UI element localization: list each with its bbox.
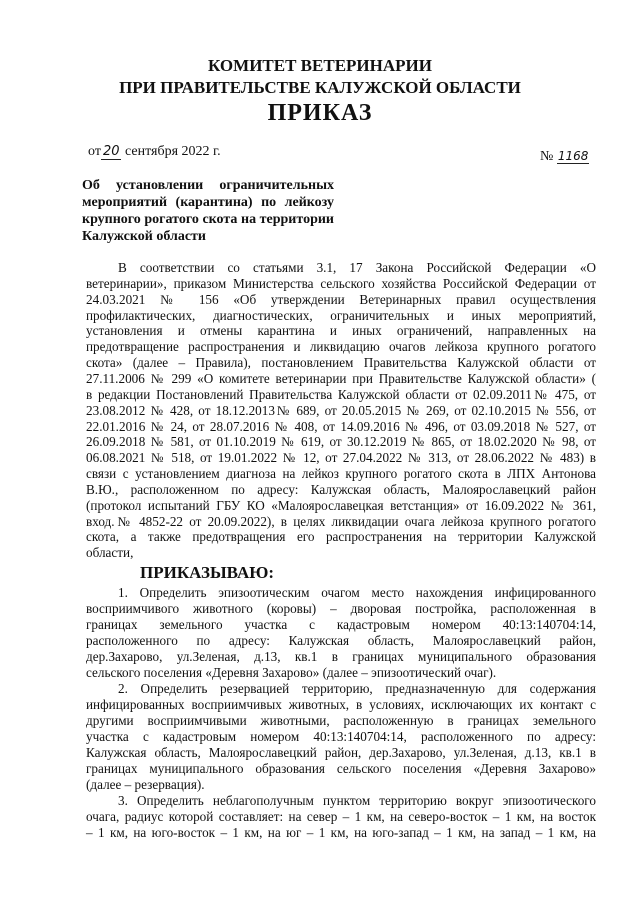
document-title: ПРИКАЗ xyxy=(267,100,373,126)
preamble-line: предотвращение распространения и ликвидацию очагов лейкоза крупного рогатого xyxy=(86,339,596,355)
order-line: (далее – резервация). xyxy=(86,777,205,792)
order-line: расположенного по адресу: Калужская область, Малоярославецкий район, xyxy=(86,633,596,648)
preamble-line: В.Ю., расположенном по адресу: Калужская область, Малоярославецкий район xyxy=(86,481,596,497)
order-line: дер.Захарово, ул.Зеленая, д.13, кв.1 в границах муниципального образования xyxy=(86,649,596,664)
preamble-line: в редакции Постановлений Правительства Калужской области от 02.09.2011№ 475, от xyxy=(86,386,596,402)
preamble-line: ветеринарии», приказом Министерства сельского хозяйства Российской Федерации от xyxy=(86,275,596,291)
subject-line: Калужской области xyxy=(82,229,206,244)
preamble-line: профилактических, диагностических, ограничительных и иных мероприятий, xyxy=(86,307,596,323)
preamble-line: (протокол испытаний ГБУ КО «Малоярославецкая ветстанция» от 16.09.2022 № 361, xyxy=(86,497,596,513)
date-day: 20 xyxy=(102,144,120,159)
subject-line: мероприятий (карантина) по лейкозу xyxy=(82,195,334,210)
document-number xyxy=(540,149,589,165)
order-line: границах муниципального образования сельского поселения «Деревня Захарово» xyxy=(86,761,596,776)
preamble-line: В соответствии со статьями 3.1, 17 Закона Российской Федерации «О xyxy=(118,260,596,275)
order-line: 1. Определить эпизоотическим очагом место нахождения инфицированного xyxy=(118,585,596,600)
order-line: – 1 км, на юго-восток – 1 км, на юг – 1 км, на юго-запад – 1 км, на запад – 1 км, на xyxy=(86,825,596,840)
order-line: 3. Определить неблагополучным пунктом территорию вокруг эпизоотического xyxy=(118,793,596,808)
preamble-line: скота» (далее – Правила), постановлением Правительства Калужской области от xyxy=(86,355,596,371)
preamble-line: скота, а также предотвращения его распространения на территории Калужской xyxy=(86,529,596,545)
date-prefix: от xyxy=(88,144,101,159)
subject-line: крупного рогатого скота на территории xyxy=(82,212,334,227)
preamble-line: 22.01.2016 № 24, от 28.07.2016 № 408, от 14.09.2016 № 496, от 03.09.2018 № 527, от xyxy=(86,418,596,434)
preamble-line: 26.09.2018 № 581, от 01.10.2019 № 619, от 30.12.2019 № 865, от 18.02.2020 № 98, от xyxy=(86,434,596,450)
order-heading: ПРИКАЗЫВАЮ: xyxy=(140,563,275,582)
order-line: восприимчивого животного (коровы) – дворовая постройка, расположенная в xyxy=(86,601,596,616)
order-line: границах земельного участка с кадастровым номером 40:13:140704:14, xyxy=(86,617,596,632)
date-month-year: сентября 2022 г. xyxy=(124,144,221,159)
preamble-line: 24.03.2021 № 156 «Об утверждении Ветеринарных правил осуществления xyxy=(86,291,596,307)
committee-name: КОМИТЕТ ВЕТЕРИНАРИИ xyxy=(208,56,432,75)
order-line: 2. Определить резервацией территорию, предназначенную для содержания xyxy=(118,681,596,696)
preamble-line: вход.№ 4852-22 от 20.09.2022), в целях ликвидации очага лейкоза крупного рогатого xyxy=(86,513,596,529)
number-value: 1168 xyxy=(557,149,589,163)
document-date xyxy=(88,144,221,160)
preamble-line: 23.08.2012 № 428, от 18.12.2013№ 689, от 20.05.2015 № 269, от 02.10.2015 № 556, от xyxy=(86,402,596,418)
order-line: участка с кадастровым номером 40:13:140704:14, расположенного по адресу: xyxy=(86,729,596,744)
order-line: другими восприимчивыми животными, расположенную в границах земельного xyxy=(86,713,596,728)
order-line: очага, радиус которой составляет: на север – 1 км, на северо-восток – 1 км, на восток xyxy=(86,809,596,824)
preamble-line: установления и отмены карантина и иных ограничений, направленных на xyxy=(86,323,596,339)
number-prefix: № xyxy=(540,149,554,164)
subject-line: Об установлении ограничительных xyxy=(82,178,334,193)
preamble-line: области, xyxy=(86,545,134,561)
document-subject xyxy=(82,177,334,245)
order-line: инфицированных восприимчивых животных, в условиях, исключающих их контакт с xyxy=(86,697,596,712)
order-line: сельского поселения «Деревня Захарово» (далее – эпизоотический очаг). xyxy=(86,665,497,680)
order-line: Калужская область, Малоярославецкий район, дер.Захарово, ул.Зеленая, д.13, кв.1 в xyxy=(86,745,596,760)
committee-affiliation: ПРИ ПРАВИТЕЛЬСТВЕ КАЛУЖСКОЙ ОБЛАСТИ xyxy=(119,78,521,97)
preamble-line: 27.11.2006 № 299 «О комитете ветеринарии при Правительстве Калужской области» ( xyxy=(86,370,596,386)
preamble-line: 06.08.2021 № 518, от 19.01.2022 № 12, от 27.04.2022 № 313, от 28.06.2022 № 483) в xyxy=(86,450,596,466)
preamble-line: связи с установлением диагноза на лейкоз крупного рогатого скота в ЛПХ Антонова xyxy=(86,466,596,482)
